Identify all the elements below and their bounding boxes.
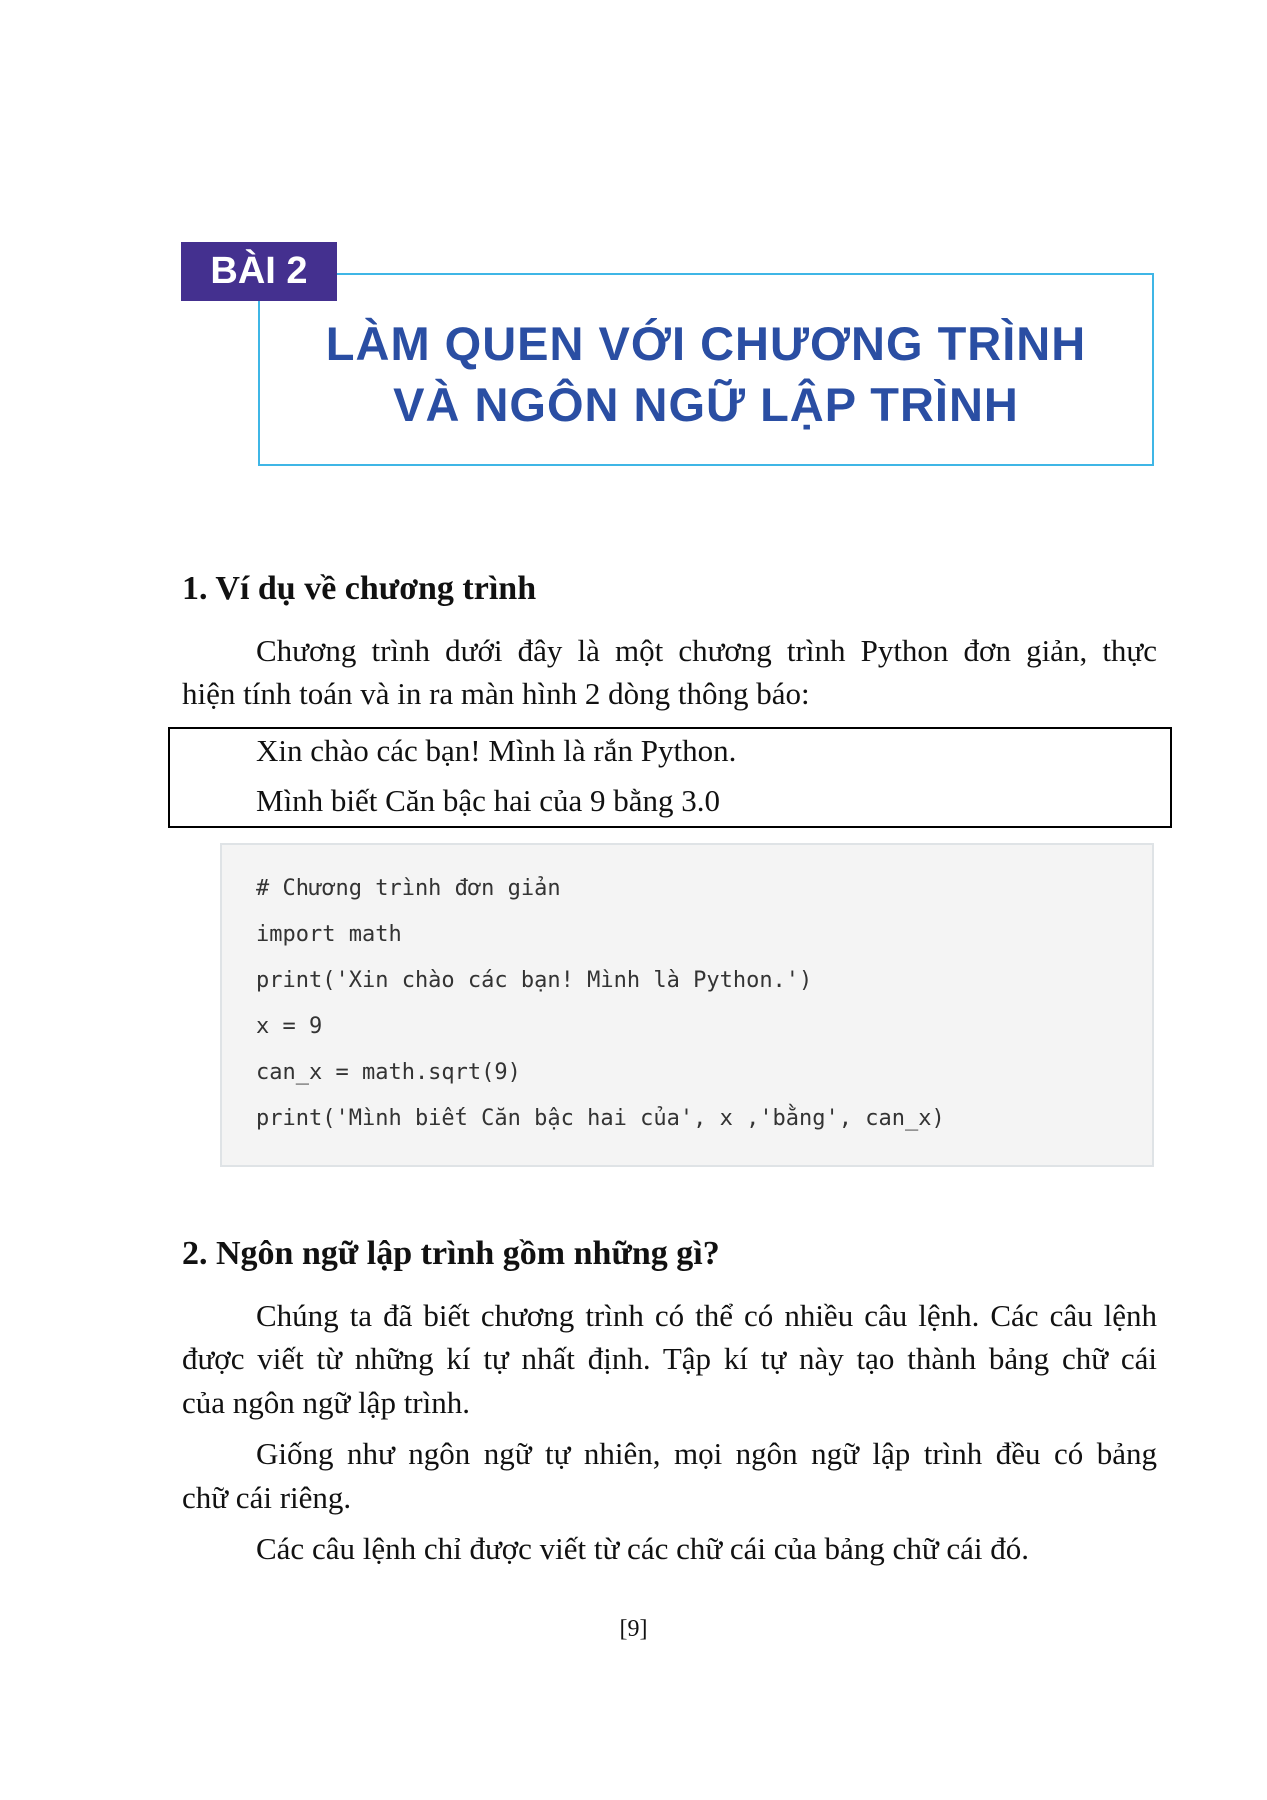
section1-para-line2: hiện tính toán và in ra màn hình 2 dòng thông báo: xyxy=(182,676,810,711)
code-line: # Chương trình đơn giản xyxy=(256,876,561,901)
code-line: can_x = math.sqrt(9) xyxy=(256,1060,521,1085)
section1-para-line1: Chương trình dưới đây là một chương trình Python đơn giản, thực xyxy=(256,633,1157,668)
section2-line: Các câu lệnh chỉ được viết từ các chữ cái của bảng chữ cái đó. xyxy=(256,1531,1030,1566)
section2-line: chữ cái riêng. xyxy=(182,1480,352,1515)
lesson-badge: BÀI 2 xyxy=(181,242,337,301)
code-line: import math xyxy=(256,922,402,947)
code-line: x = 9 xyxy=(256,1014,323,1039)
section2-line: Giống như ngôn ngữ tự nhiên, mọi ngôn ngữ lập trình đều có bảng xyxy=(256,1436,1157,1471)
output-line: Xin chào các bạn! Mình là rắn Python. xyxy=(256,733,737,768)
code-line: print('Mình biết Căn bậc hai của', x ,'bằng', can_x) xyxy=(256,1106,945,1131)
page-number: [9] xyxy=(619,1616,648,1642)
output-line: Mình biết Căn bậc hai của 9 bằng 3.0 xyxy=(256,783,721,818)
section2-line: được viết từ những kí tự nhất định. Tập kí tự này tạo thành bảng chữ cái xyxy=(182,1341,1157,1376)
section2-line: của ngôn ngữ lập trình. xyxy=(182,1385,470,1420)
section2-heading: 2. Ngôn ngữ lập trình gồm những gì? xyxy=(182,1235,720,1272)
lesson-title-line1: LÀM QUEN VỚI CHƯƠNG TRÌNH xyxy=(325,317,1087,370)
section2-line: Chúng ta đã biết chương trình có thể có nhiều câu lệnh. Các câu lệnh xyxy=(256,1298,1157,1333)
lesson-title-line2: VÀ NGÔN NGỮ LẬP TRÌNH xyxy=(393,378,1019,431)
code-line: print('Xin chào các bạn! Mình là Python.') xyxy=(256,968,813,993)
section1-heading: 1. Ví dụ về chương trình xyxy=(182,570,537,607)
